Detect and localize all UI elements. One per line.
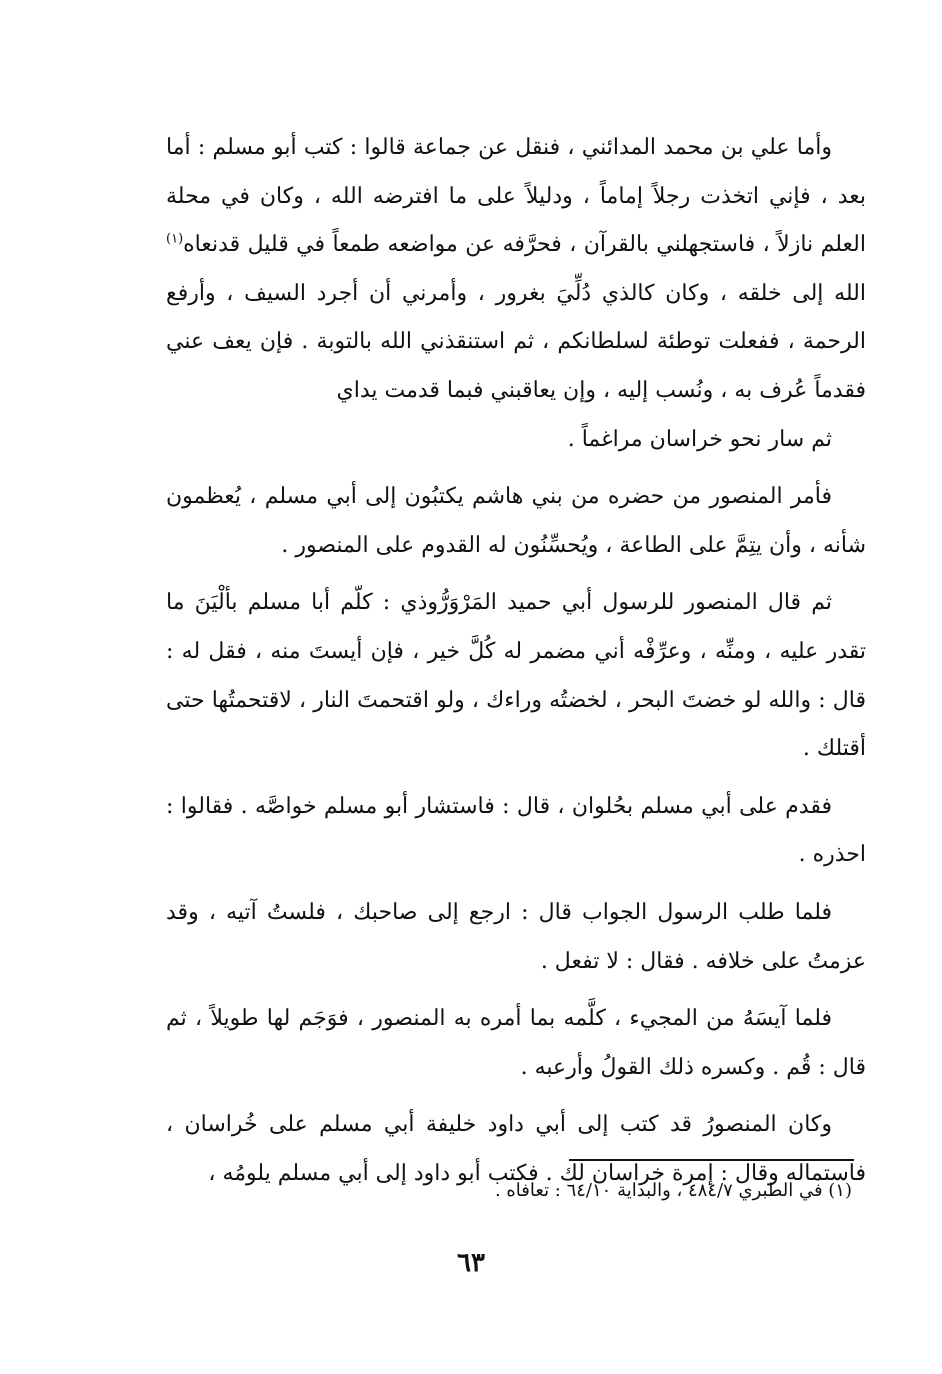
- paragraph-8: وكان المنصورُ قد كتب إلى أبي داود خليفة أبي مسلم على خُراسان ، فاستماله وقال : إمرة خراسان لك . فكتب أبو داود إلى أبي مسلم يلومُه ،: [166, 1112, 866, 1186]
- paragraph-5: فقدم على أبي مسلم بحُلوان ، قال : فاستشار أبو مسلم خواصَّه . فقالوا : احذره .: [166, 793, 866, 868]
- paragraph-2: ثم سار نحو خراسان مراغماً .: [567, 426, 832, 452]
- paragraph-1-text-continued: الله إلى خلقه ، وكان كالذي دُلِّيَ بغرور ، وأمرني أن أجرد السيف ، وأرفع الرحمة ، ففعلت توطئة لسلطانكم ، ثم استنقذني الله بالتوبة . فإن يعف عني فقدماً عُرف به ، ونُسب إليه ، وإن يعاقبني فبما قدمت يداي: [166, 280, 866, 403]
- paragraph-1: [166, 124, 866, 416]
- paragraph-3: فأمر المنصور من حضره من بني هاشم يكتبُون إلى أبي مسلم ، يُعظمون شأنه ، وأن يتِمَّ على الطاعة ، ويُحسِّنُون له القدوم على المنصور .: [166, 484, 866, 558]
- page-number: ٦٣: [457, 1248, 485, 1278]
- paragraph-7: فلما آيسَهُ من المجيء ، كلَّمه بما أمره به المنصور ، فوَجَم لها طويلاً ، ثم قال : قُم . وكسره ذلك القولُ وأرعبه .: [166, 1006, 866, 1080]
- footnote-reference[interactable]: (١): [166, 231, 184, 247]
- paragraph-4: ثم قال المنصور للرسول أبي حميد المَرْوَرُّوذي : كلّم أبا مسلم بألْيَنَ ما تقدر عليه ، ومنِّه ، وعرِّفْه أني مضمر له كُلَّ خير ، فإن أيستَ منه ، فقل له : قال : والله لو خضتَ البحر ، لخضتُه وراءك ، ولو اقتحمتَ النار ، لاقتحمتُها حتى أقتلك .: [166, 590, 866, 762]
- footnote-divider: [569, 1159, 854, 1161]
- main-text: [166, 124, 866, 1198]
- footnote: (١) في الطبري ٤٨٤/٧ ، والبداية ٦٤/١٠ : تعافاه .: [494, 1180, 852, 1201]
- paragraph-1-text: وأما علي بن محمد المدائني ، فنقل عن جماعة قالوا : كتب أبو مسلم : أما بعد ، فإني اتخذت رجلاً إماماً ، ودليلاً على ما افترضه الله ، وكان في محلة العلم نازلاً ، فاستجهلني بالقرآن ، فحرَّفه عن مواضعه طمعاً في قليل قدنعاه: [166, 135, 866, 258]
- paragraph-6: فلما طلب الرسول الجواب قال : ارجع إلى صاحبك ، فلستُ آتيه ، وقد عزمتُ على خلافه . فقال : لا تفعل .: [166, 899, 866, 974]
